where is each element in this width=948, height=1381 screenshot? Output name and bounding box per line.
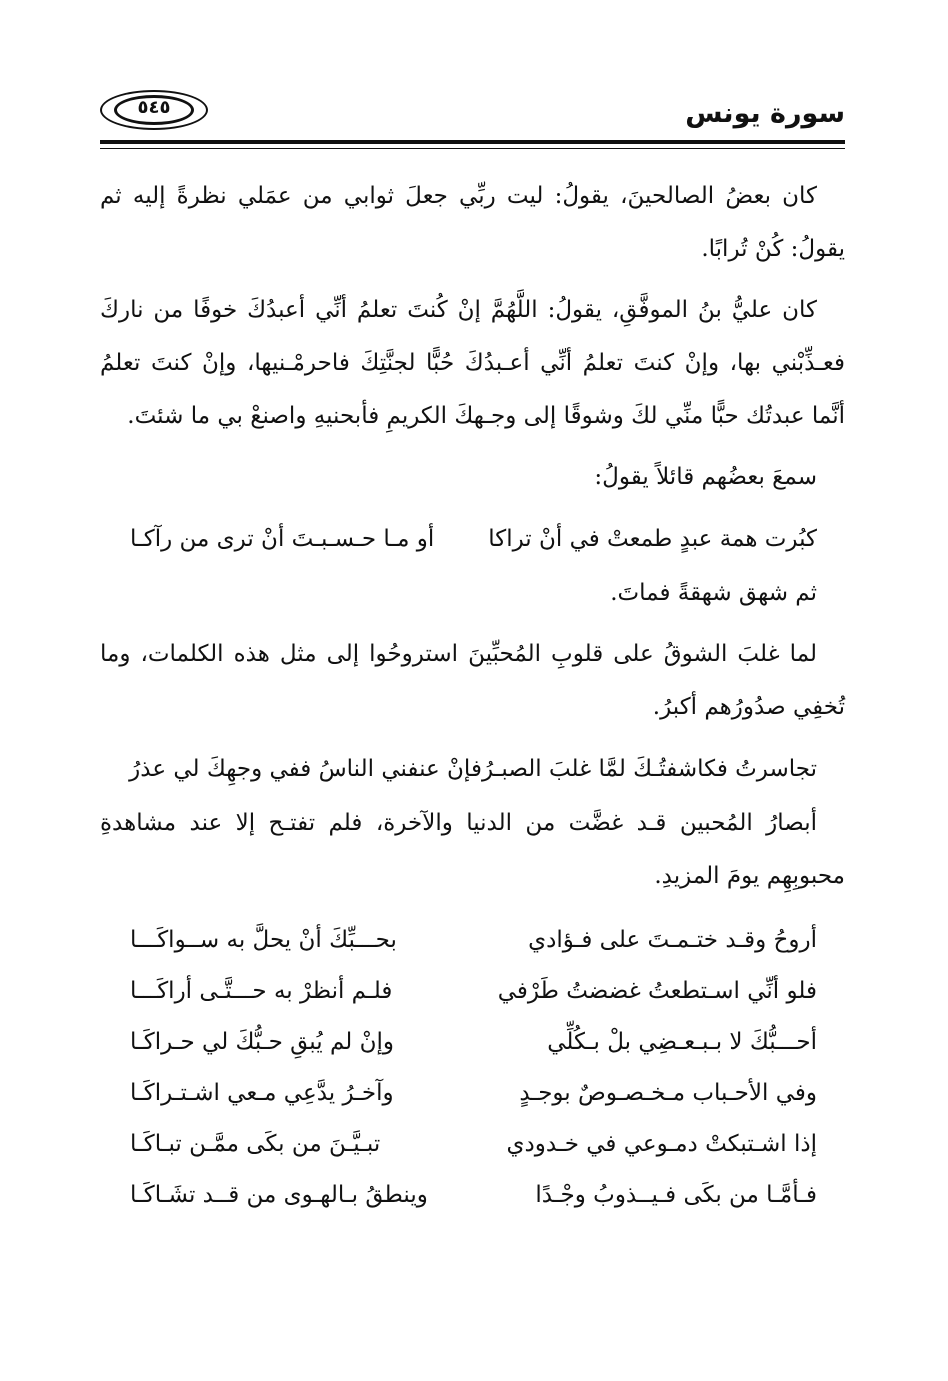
page-body	[100, 170, 845, 1221]
poem-verse	[100, 915, 845, 966]
poem-verse	[100, 1068, 845, 1119]
poem-hemistich-first: وفي الأحـباب مـخـصـوصٌ بوجـدٍ	[519, 1080, 817, 1106]
paragraph-4: ثم شهق شهقةً فماتَ.	[610, 580, 817, 606]
poem-hemistich-first: أحـــبُّكَ لا بـبـعـضِي بلْ بـكُلِّي	[547, 1029, 817, 1055]
poem-verse	[100, 1017, 845, 1068]
poem-hemistich-second: وينطقُ بـالهـوى من قــد تشَـاكَـا	[130, 1182, 428, 1208]
header-rule-thick	[100, 140, 845, 144]
poem-hemistich-second: فلـم أنظرْ به حـــتَّـى أراكَـــا	[130, 978, 393, 1004]
page-number-badge	[100, 90, 208, 130]
poem-hemistich-first: إذا اشـتبكتْ دمـوعي في خـدودي	[506, 1131, 817, 1157]
poem-hemistich-second: بحـــبِّكَ أنْ يحلَّ به ســواكَـــا	[130, 927, 397, 953]
poem-hemistich-second: وإنْ لم يُبقِ حـبُّكَ لي حـراكَـا	[130, 1029, 394, 1055]
poem-hemistich-second: تبـيَّـنَ من بكَى ممَّـن تبـاكَـا	[130, 1131, 381, 1157]
poem-hemistich-first: فلو أنِّي اسـتطعتُ غضضتُ طَرْفي	[497, 978, 817, 1004]
poem-verse	[100, 1170, 845, 1221]
verse-hemistich-first: تجاسرتُ فكاشفتُـكَ لمَّا غلبَ الصبـرُ	[481, 756, 817, 782]
paragraph-3: سمعَ بعضُهم قائلاً يقولُ:	[594, 464, 817, 490]
verse-hemistich-second: فإنْ عنفني الناسُ ففي وجهِكَ لي عذرُ	[129, 756, 482, 782]
verse-hemistich-first: كبُرت همة عبدٍ طمعتْ في أنْ تراكا	[488, 526, 817, 552]
page-header	[100, 82, 845, 142]
poem-verse	[100, 1119, 845, 1170]
verse-line-1	[100, 512, 845, 567]
poem	[100, 915, 845, 1221]
page-number: ٥٤٥	[137, 97, 171, 118]
paragraph-6: أبصارُ المُحبين قـد غضَّت من الدنيا والآخرة، فلم تفتـح إلا عند مشاهدةِ محبوبِهِم يومَ المزيدِ.	[100, 810, 845, 889]
paragraph-1: كان بعضُ الصالحينَ، يقولُ: ليت ربِّي جعلَ ثوابي من عمَلي نظرةً إليه ثم يقولُ: كُنْ تُرابًا.	[100, 183, 845, 262]
poem-hemistich-first: أروحُ وقـد ختـمـتَ على فـؤادي	[528, 927, 817, 953]
surah-title: سورة يونس	[685, 98, 845, 129]
paragraph-2: كان عليُّ بنُ الموفَّقِ، يقولُ: اللَّهُمَّ إنْ كُنتَ تعلمُ أنِّي أعبدُكَ خوفًا من ناركَ فعـذِّبْني بها، وإنْ كنتَ تعلمُ أنِّي أعـبدُكَ حُبًّا لجنَّتِكَ فاحرمْـنيها، وإنْ كنتَ تعلمُ أنَّما عبدتُك حبًّا منِّي لكَ وشوقًا إلى وجـهكَ الكريمِ فأبحنيهِ واصنعْ بي ما شئتَ.	[100, 297, 845, 429]
paragraph-5: لما غلبَ الشوقُ على قلوبِ المُحبِّينَ استروحُوا إلى مثل هذه الكلمات، وما تُخفِي صدُورُهم أكبرُ.	[100, 641, 845, 720]
header-rule-thin	[100, 148, 845, 149]
poem-verse	[100, 966, 845, 1017]
verse-hemistich-second: أو مـا حـسـبـتَ أنْ ترى من رآكـا	[130, 526, 435, 552]
verse-line-2	[100, 742, 845, 797]
poem-hemistich-first: فـأمَّـا من بكَى فـيــذوبُ وجْـدًا	[535, 1182, 817, 1208]
poem-hemistich-second: وآخـرُ يدَّعِي مـعي اشـتـراكَـا	[130, 1080, 394, 1106]
